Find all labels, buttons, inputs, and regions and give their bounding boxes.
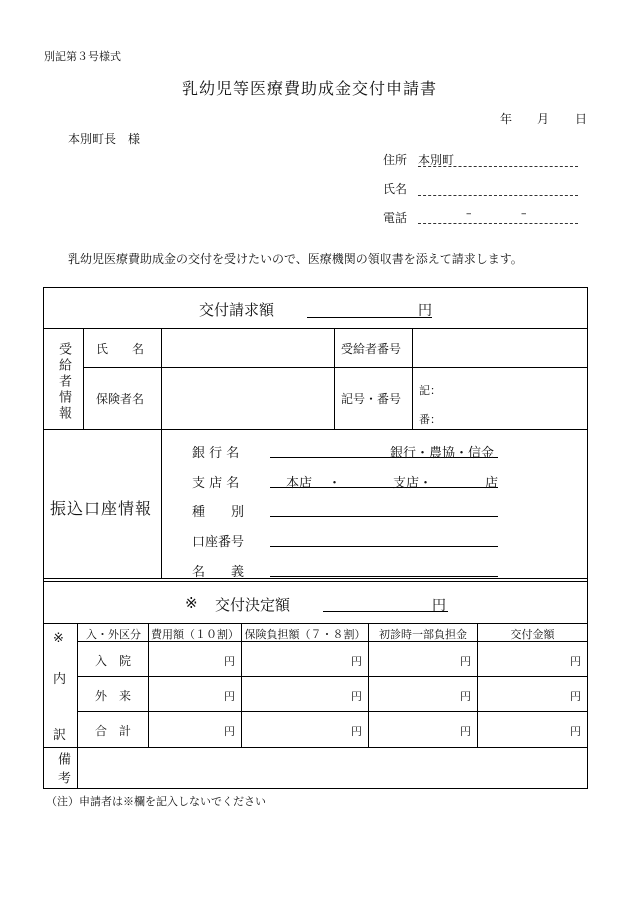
cell-initial-copay[interactable]: 円 (460, 655, 471, 668)
name-field[interactable] (418, 180, 578, 196)
number-label: 番： (419, 413, 441, 426)
branch-dot: ・ (328, 476, 342, 491)
account-number-field[interactable] (272, 530, 496, 546)
account-type-label: 種 別 (192, 505, 245, 520)
symbol-field[interactable] (440, 380, 580, 396)
branch-end: 店 (485, 476, 499, 491)
decision-label: 交付決定額 (215, 596, 291, 614)
breakdown-side-1: 内 (53, 672, 67, 687)
date-month: 月 (537, 112, 550, 126)
account-holder-label: 名 義 (192, 565, 245, 580)
branch-label: 支 店 名 (192, 476, 240, 491)
recipient-number-field[interactable] (413, 329, 587, 367)
insurer-field[interactable] (162, 368, 334, 429)
symbol-number-label: 記号・番号 (341, 392, 402, 406)
intro-text: 乳幼児医療費助成金の交付を受けたいので、医療機関の領収書を添えて請求します。 (68, 252, 523, 266)
row-label: 入 院 (94, 654, 131, 668)
cell-cost[interactable]: 円 (224, 655, 235, 668)
header-insurance: 保険負担額（７・８割） (244, 628, 366, 641)
date-day: 日 (575, 112, 588, 126)
cell-grant-amount[interactable]: 円 (570, 725, 581, 738)
recipient-section-label: 受給者情報 (56, 342, 71, 422)
header-initial-copay: 初診時一部負担金 (379, 628, 467, 641)
bank-name-field[interactable] (272, 441, 387, 457)
decision-mark: ※ (185, 594, 198, 612)
breakdown-side-2: 訳 (53, 728, 67, 743)
symbol-label: 記： (419, 384, 441, 397)
remarks-field[interactable] (78, 748, 587, 788)
decision-amount-field[interactable] (323, 595, 428, 611)
branch-name-field[interactable] (340, 471, 390, 487)
account-holder-field[interactable] (272, 560, 496, 575)
bank-section-label: 振込口座情報 (50, 499, 153, 518)
address-field[interactable] (418, 151, 578, 167)
phone-separator-2: – (521, 207, 527, 220)
address-value: 本別町 (418, 153, 455, 167)
cell-cost[interactable]: 円 (224, 690, 235, 703)
bank-name-suffix: 銀行・農協・信金 (390, 446, 495, 461)
number-field[interactable] (440, 409, 580, 425)
header-grant-amount: 交付金額 (510, 628, 555, 641)
cell-insurance[interactable]: 円 (351, 690, 362, 703)
addressee: 本別町長 様 (68, 132, 141, 146)
cell-initial-copay[interactable]: 円 (460, 690, 471, 703)
bank-name-label: 銀 行 名 (192, 446, 240, 461)
cell-grant-amount[interactable]: 円 (570, 690, 581, 703)
insurer-label: 保険者名 (96, 392, 145, 406)
cell-cost[interactable]: 円 (224, 725, 235, 738)
row-label: 外 来 (94, 689, 131, 703)
cell-insurance[interactable]: 円 (351, 725, 362, 738)
claim-amount-field[interactable] (307, 300, 432, 317)
form-number: 別記第３号様式 (44, 50, 121, 63)
remarks-label: 備考 (55, 752, 70, 790)
claim-label: 交付請求額 (199, 301, 275, 319)
recipient-name-label: 氏 名 (96, 342, 145, 356)
phone-field[interactable] (418, 209, 578, 224)
branch-mid: 支店・ (393, 476, 433, 491)
row-label: 合 計 (94, 724, 131, 738)
breakdown-mark: ※ (53, 631, 64, 646)
cell-insurance[interactable]: 円 (351, 655, 362, 668)
phone-separator-1: – (466, 207, 472, 220)
account-number-label: 口座番号 (192, 535, 245, 550)
name-label: 氏名 (383, 182, 408, 196)
recipient-name-field[interactable] (162, 329, 334, 367)
decision-unit: 円 (432, 598, 446, 614)
address-label: 住所 (383, 153, 408, 167)
recipient-number-label: 受給者番号 (341, 342, 402, 356)
footnote: （注）申請者は※欄を記入しないでください (46, 795, 266, 808)
header-category: 入・外区分 (86, 628, 141, 641)
claim-unit: 円 (418, 303, 432, 319)
branch-main: 本店 (286, 476, 313, 491)
date-year: 年 (500, 112, 513, 126)
phone-label: 電話 (383, 211, 408, 225)
cell-grant-amount[interactable]: 円 (570, 655, 581, 668)
header-cost: 費用額（１０割） (151, 628, 239, 641)
account-type-field[interactable] (272, 500, 496, 516)
cell-initial-copay[interactable]: 円 (460, 725, 471, 738)
page-title: 乳幼児等医療費助成金交付申請書 (182, 79, 438, 98)
